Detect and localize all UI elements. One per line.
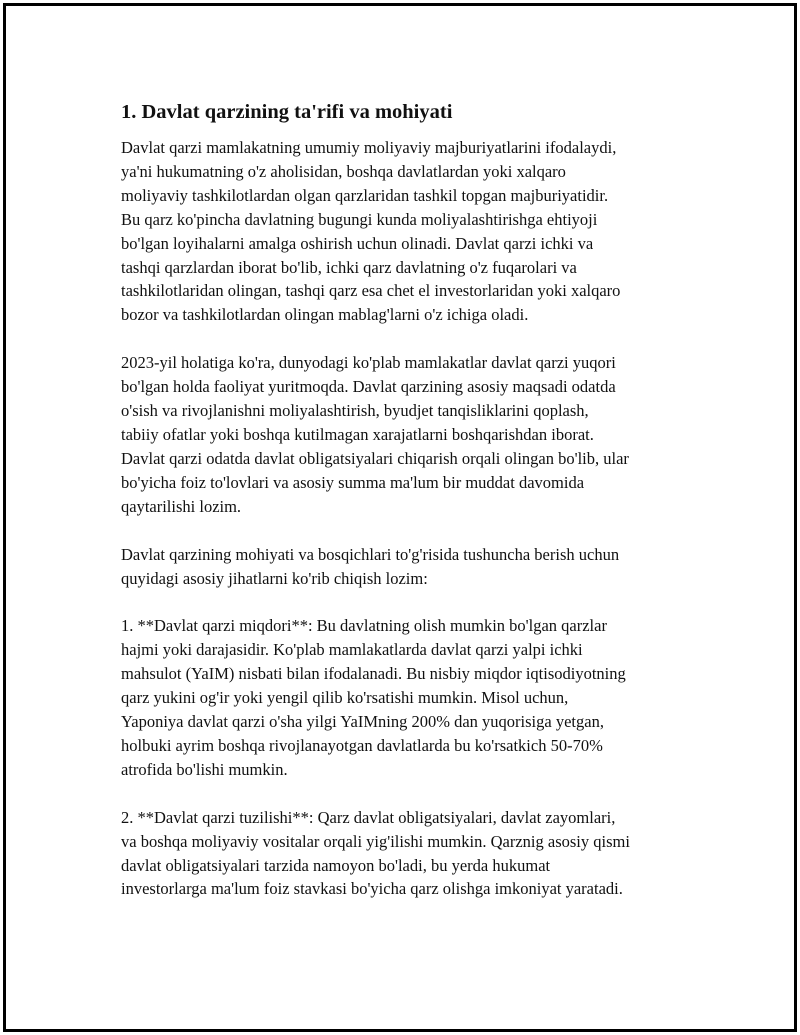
text-line: hajmi yoki darajasidir. Ko'plab mamlakatlarda davlat qarzi yalpi ichki xyxy=(121,640,583,660)
text-line: va boshqa moliyaviy vositalar orqali yig'ilishi mumkin. Qarznig asosiy qismi xyxy=(121,831,630,851)
text-line: investorlarga ma'lum foiz stavkasi bo'yicha qarz olishga imkoniyat yaratadi. xyxy=(121,879,623,899)
text-line: bo'lgan loyihalarni amalga oshirish uchun olinadi. Davlat qarzi ichki va xyxy=(121,233,594,253)
text-line: qaytarilishi lozim. xyxy=(121,496,242,516)
text-line: quyidagi asosiy jihatlarni ko'rib chiqish lozim: xyxy=(121,568,428,588)
paragraph-intro-aspects xyxy=(121,543,701,591)
text-line: Davlat qarzi odatda davlat obligatsiyalari chiqarish orqali olingan bo'lib, ular xyxy=(121,448,629,468)
text-line: mahsulot (YaIM) nisbati bilan ifodalanadi. Bu nisbiy miqdor iqtisodiyotning xyxy=(121,664,626,684)
text-line: bozor va tashkilotlardan olingan mablag'larni o'z ichiga oladi. xyxy=(121,305,529,325)
section-heading: 1. Davlat qarzining ta'rifi va mohiyati xyxy=(121,101,453,123)
text-line: tashkilotlaridan olingan, tashqi qarz esa chet el investorlaridan yoki xalqaro xyxy=(121,281,621,301)
document-body xyxy=(121,98,701,925)
text-line: o'sish va rivojlanishni moliyalashtirish, byudjet tanqisliklarini qoplash, xyxy=(121,401,589,421)
text-line: Davlat qarzi mamlakatning umumiy moliyaviy majburiyatlarini ifodalaydi, xyxy=(121,138,617,157)
text-line: 2023-yil holatiga ko'ra, dunyodagi ko'plab mamlakatlar davlat qarzi yuqori xyxy=(121,353,616,373)
paragraph-definition xyxy=(121,136,701,327)
paragraph-debt-structure xyxy=(121,806,701,902)
text-line: moliyaviy tashkilotlardan olgan qarzlaridan tashkil topgan majburiyatidir. xyxy=(121,185,609,205)
text-line: tashqi qarzlardan iborat bo'lib, ichki qarz davlatning o'z fuqarolari va xyxy=(121,257,577,277)
text-line: davlat obligatsiyalari tarzida namoyon bo'ladi, bu yerda hukumat xyxy=(121,855,551,875)
text-line: Bu qarz ko'pincha davlatning bugungi kunda moliyalashtirishga ehtiyoji xyxy=(121,209,598,229)
text-line: 1. **Davlat qarzi miqdori**: Bu davlatning olish mumkin bo'lgan qarzlar xyxy=(121,616,607,636)
page-frame xyxy=(3,3,797,1032)
text-line: bo'yicha foiz to'lovlari va asosiy summa ma'lum bir muddat davomida xyxy=(121,472,585,492)
text-line: bo'lgan holda faoliyat yuritmoqda. Davlat qarzining asosiy maqsadi odatda xyxy=(121,377,616,397)
text-line: 2. **Davlat qarzi tuzilishi**: Qarz davlat obligatsiyalari, davlat zayomlari, xyxy=(121,807,616,827)
text-line: Yaponiya davlat qarzi o'sha yilgi YaIMning 200% dan yuqorisiga yetgan, xyxy=(121,712,604,732)
text-line: holbuki ayrim boshqa rivojlanayotgan davlatlarda bu ko'rsatkich 50-70% xyxy=(121,735,603,755)
text-line: tabiiy ofatlar yoki boshqa kutilmagan xarajatlarni boshqarishdan iborat. xyxy=(121,424,594,444)
text-line: qarz yukini og'ir yoki yengil qilib ko'rsatishi mumkin. Misol uchun, xyxy=(121,688,569,708)
paragraph-2023-status xyxy=(121,351,701,518)
text-line: ya'ni hukumatning o'z aholisidan, boshqa davlatlardan yoki xalqaro xyxy=(121,161,566,181)
paragraph-debt-amount xyxy=(121,614,701,781)
text-line: Davlat qarzining mohiyati va bosqichlari to'g'risida tushuncha berish uchun xyxy=(121,544,620,564)
text-line: atrofida bo'lishi mumkin. xyxy=(121,759,288,779)
